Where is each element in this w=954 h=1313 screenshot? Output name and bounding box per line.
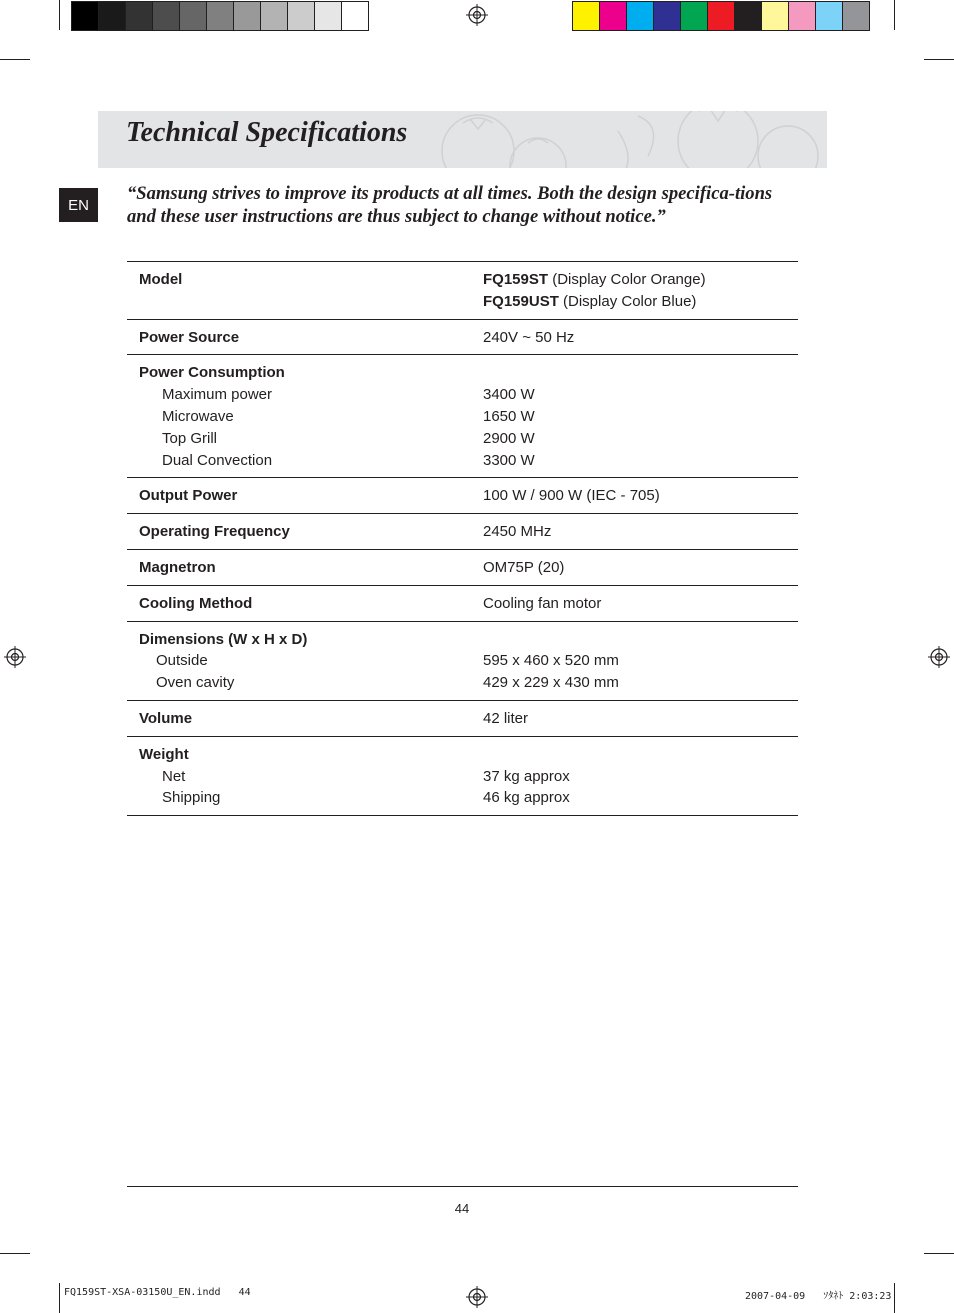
spec-label: Model bbox=[139, 271, 183, 288]
spec-value: 3400 W bbox=[483, 386, 535, 404]
spec-sublabel: Maximum power bbox=[162, 386, 273, 404]
spec-value-cell bbox=[471, 585, 798, 621]
spec-value: Cooling fan motor bbox=[483, 594, 602, 612]
slug-date-info: 2007-04-09 ｿﾀﾈﾄ 2:03:23 bbox=[745, 1291, 892, 1302]
color-swatch bbox=[681, 2, 708, 30]
spec-label: Power Source bbox=[139, 328, 240, 346]
table-row bbox=[127, 514, 798, 550]
spec-label: Output Power bbox=[139, 487, 238, 505]
spec-label-cell bbox=[127, 262, 471, 320]
spacer bbox=[483, 629, 788, 651]
spec-sublabel: Outside bbox=[156, 652, 208, 670]
crop-mark bbox=[924, 1253, 954, 1254]
table-row bbox=[127, 700, 798, 736]
spec-value: 42 liter bbox=[483, 709, 529, 727]
spec-value: 1650 W bbox=[483, 407, 535, 425]
color-swatch bbox=[126, 2, 153, 30]
registration-mark-icon bbox=[466, 1286, 488, 1308]
color-swatch bbox=[627, 2, 654, 30]
color-swatch bbox=[315, 2, 342, 30]
color-swatch bbox=[735, 2, 762, 30]
color-swatch bbox=[234, 2, 261, 30]
spec-value-cell bbox=[471, 549, 798, 585]
table-row bbox=[127, 736, 798, 815]
color-swatch bbox=[573, 2, 600, 30]
spec-value: 46 kg approx bbox=[483, 789, 570, 807]
model-code: FQ159ST bbox=[483, 271, 549, 288]
color-swatch bbox=[180, 2, 207, 30]
spec-label: Volume bbox=[139, 709, 193, 727]
color-swatch bbox=[789, 2, 816, 30]
color-swatch bbox=[153, 2, 180, 30]
spec-value bbox=[483, 269, 788, 291]
title-band bbox=[98, 111, 827, 168]
color-swatch bbox=[654, 2, 681, 30]
spec-sublabel: Microwave bbox=[162, 407, 234, 425]
color-swatch bbox=[762, 2, 789, 30]
color-swatch bbox=[72, 2, 99, 30]
spec-value-cell bbox=[471, 355, 798, 478]
registration-mark-icon bbox=[466, 4, 488, 26]
crop-mark bbox=[894, 1283, 895, 1313]
color-swatch bbox=[261, 2, 288, 30]
model-description: (Display Color Blue) bbox=[558, 292, 697, 310]
spec-sublabel: Shipping bbox=[162, 789, 221, 807]
spec-label-cell bbox=[127, 478, 471, 514]
language-tab: EN bbox=[59, 188, 98, 222]
crop-mark bbox=[59, 0, 60, 30]
spec-label: Power Consumption bbox=[139, 364, 285, 382]
crop-mark bbox=[924, 59, 954, 60]
spec-label: Operating Frequency bbox=[139, 523, 290, 541]
table-row bbox=[127, 355, 798, 478]
spacer bbox=[483, 362, 788, 384]
spec-value: 240V ~ 50 Hz bbox=[483, 328, 575, 346]
specifications-table bbox=[127, 261, 798, 816]
spec-value-cell bbox=[471, 262, 798, 320]
spec-value: 2900 W bbox=[483, 429, 535, 447]
spec-value: OM75P (20) bbox=[483, 558, 565, 576]
table-row bbox=[127, 585, 798, 621]
model-description: (Display Color Orange) bbox=[548, 271, 706, 288]
spec-label-cell bbox=[127, 355, 471, 478]
spec-sublabel: Net bbox=[162, 767, 186, 785]
spec-label: Magnetron bbox=[139, 558, 216, 576]
model-code: FQ159UST bbox=[483, 292, 559, 310]
spec-sublabel: Dual Convection bbox=[162, 451, 273, 469]
color-swatch bbox=[99, 2, 126, 30]
color-swatch bbox=[843, 2, 869, 30]
spec-value-cell bbox=[471, 621, 798, 700]
spec-label-cell bbox=[127, 549, 471, 585]
color-swatch bbox=[816, 2, 843, 30]
table-row bbox=[127, 262, 798, 320]
crop-mark bbox=[0, 59, 30, 60]
color-swatch bbox=[708, 2, 735, 30]
spec-value-cell bbox=[471, 736, 798, 815]
spec-label: Dimensions (W x H x D) bbox=[139, 630, 308, 648]
process-color-bar bbox=[572, 1, 870, 31]
spec-label-cell bbox=[127, 585, 471, 621]
spec-label-cell bbox=[127, 319, 471, 355]
spec-label: Cooling Method bbox=[139, 594, 253, 612]
spec-label-cell bbox=[127, 621, 471, 700]
spec-value-cell bbox=[471, 514, 798, 550]
spec-value-cell bbox=[471, 319, 798, 355]
table-row bbox=[127, 549, 798, 585]
page-title: Technical Specifications bbox=[126, 117, 408, 148]
spec-sublabel: Top Grill bbox=[162, 429, 218, 447]
spec-label-cell bbox=[127, 700, 471, 736]
color-swatch bbox=[207, 2, 234, 30]
disclaimer-notice: “Samsung strives to improve its products at all times. Both the design specifica-tions and these user instructions are thus subject to change without notice.” bbox=[127, 183, 773, 227]
footer-divider bbox=[127, 1186, 798, 1187]
registration-mark-icon bbox=[928, 646, 950, 668]
spec-label-cell bbox=[127, 514, 471, 550]
gray-color-bar bbox=[71, 1, 369, 31]
spec-value bbox=[483, 291, 788, 313]
color-swatch bbox=[288, 2, 315, 30]
page-number: 44 bbox=[454, 1201, 470, 1216]
spec-value: 429 x 229 x 430 mm bbox=[483, 674, 619, 692]
spec-value-cell bbox=[471, 700, 798, 736]
table-row bbox=[127, 319, 798, 355]
spec-value: 100 W / 900 W (IEC - 705) bbox=[483, 487, 660, 505]
spec-sublabel: Oven cavity bbox=[156, 674, 235, 692]
spec-value: 595 x 460 x 520 mm bbox=[483, 652, 619, 670]
spec-value: 37 kg approx bbox=[483, 767, 570, 785]
crop-mark bbox=[0, 1253, 30, 1254]
crop-mark bbox=[894, 0, 895, 30]
spec-value-cell bbox=[471, 478, 798, 514]
color-swatch bbox=[600, 2, 627, 30]
color-swatch bbox=[342, 2, 368, 30]
slug-file-info: FQ159ST-XSA-03150U_EN.indd 44 bbox=[64, 1287, 251, 1298]
spec-value: 3300 W bbox=[483, 451, 535, 469]
table-row bbox=[127, 478, 798, 514]
crop-mark bbox=[59, 1283, 60, 1313]
table-row bbox=[127, 621, 798, 700]
spacer bbox=[483, 744, 788, 766]
spec-value: 2450 MHz bbox=[483, 523, 552, 541]
registration-mark-icon bbox=[4, 646, 26, 668]
spec-label-cell bbox=[127, 736, 471, 815]
spec-label: Weight bbox=[139, 745, 189, 763]
